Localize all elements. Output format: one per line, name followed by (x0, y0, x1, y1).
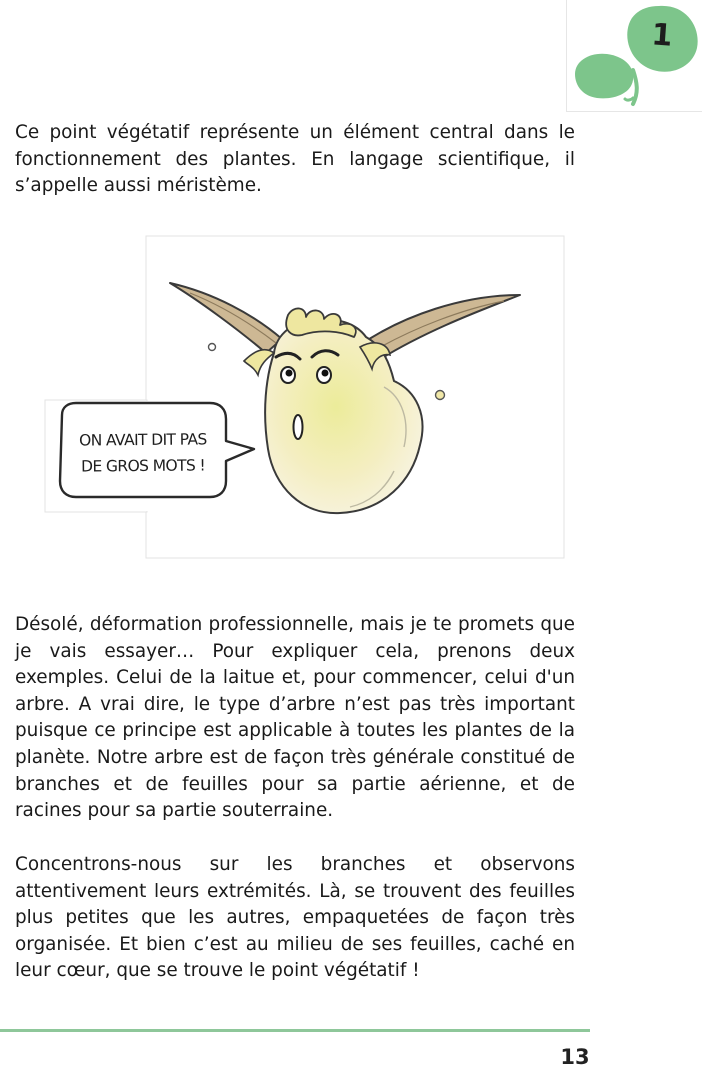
paragraph-branches: Concentrons-nous sur les branches et observons attentivement leurs extrémités. Là, se trouvent des feuilles plus petites que les autres, empaquetées de façon très organisée. Et bien c’est au milieu de ses feuilles, caché en leur cœur, que se trouve le point végétatif ! (15, 854, 575, 982)
chapter-number: 1 (650, 17, 674, 54)
chapter-badge (566, 0, 702, 112)
speech-line-2: DE GROS MOTS ! (81, 456, 206, 476)
speech-bubble-text (58, 426, 228, 479)
speech-line-1: ON AVAIT DIT PAS (78, 430, 207, 450)
leaf-sprout-icon (567, 0, 702, 112)
paragraph-explanation: Désolé, déformation professionnelle, mais je te promets que je vais essayer… Pour expliquer cela, prenons deux exemples. Celui de la laitue et, pour commencer, celui d'un arbre. A vrai dire, le type d’arbre n’est pas très important puisque ce principe est applicable à toutes les plantes de la planète. Notre arbre est de façon très générale constitué de branches et de feuilles pour sa partie aérienne, et de racines pour sa partie souterraine. (15, 614, 575, 822)
page-number: 13 (560, 1045, 590, 1069)
cartoon-creature-illustration (44, 235, 566, 561)
illustration-panel (44, 235, 566, 561)
paragraph-intro: Ce point végétatif représente un élément central dans le fonctionnement des plantes. En langage scientifique, il s’appelle aussi méristème. (15, 122, 575, 197)
footer-divider (0, 1029, 590, 1032)
